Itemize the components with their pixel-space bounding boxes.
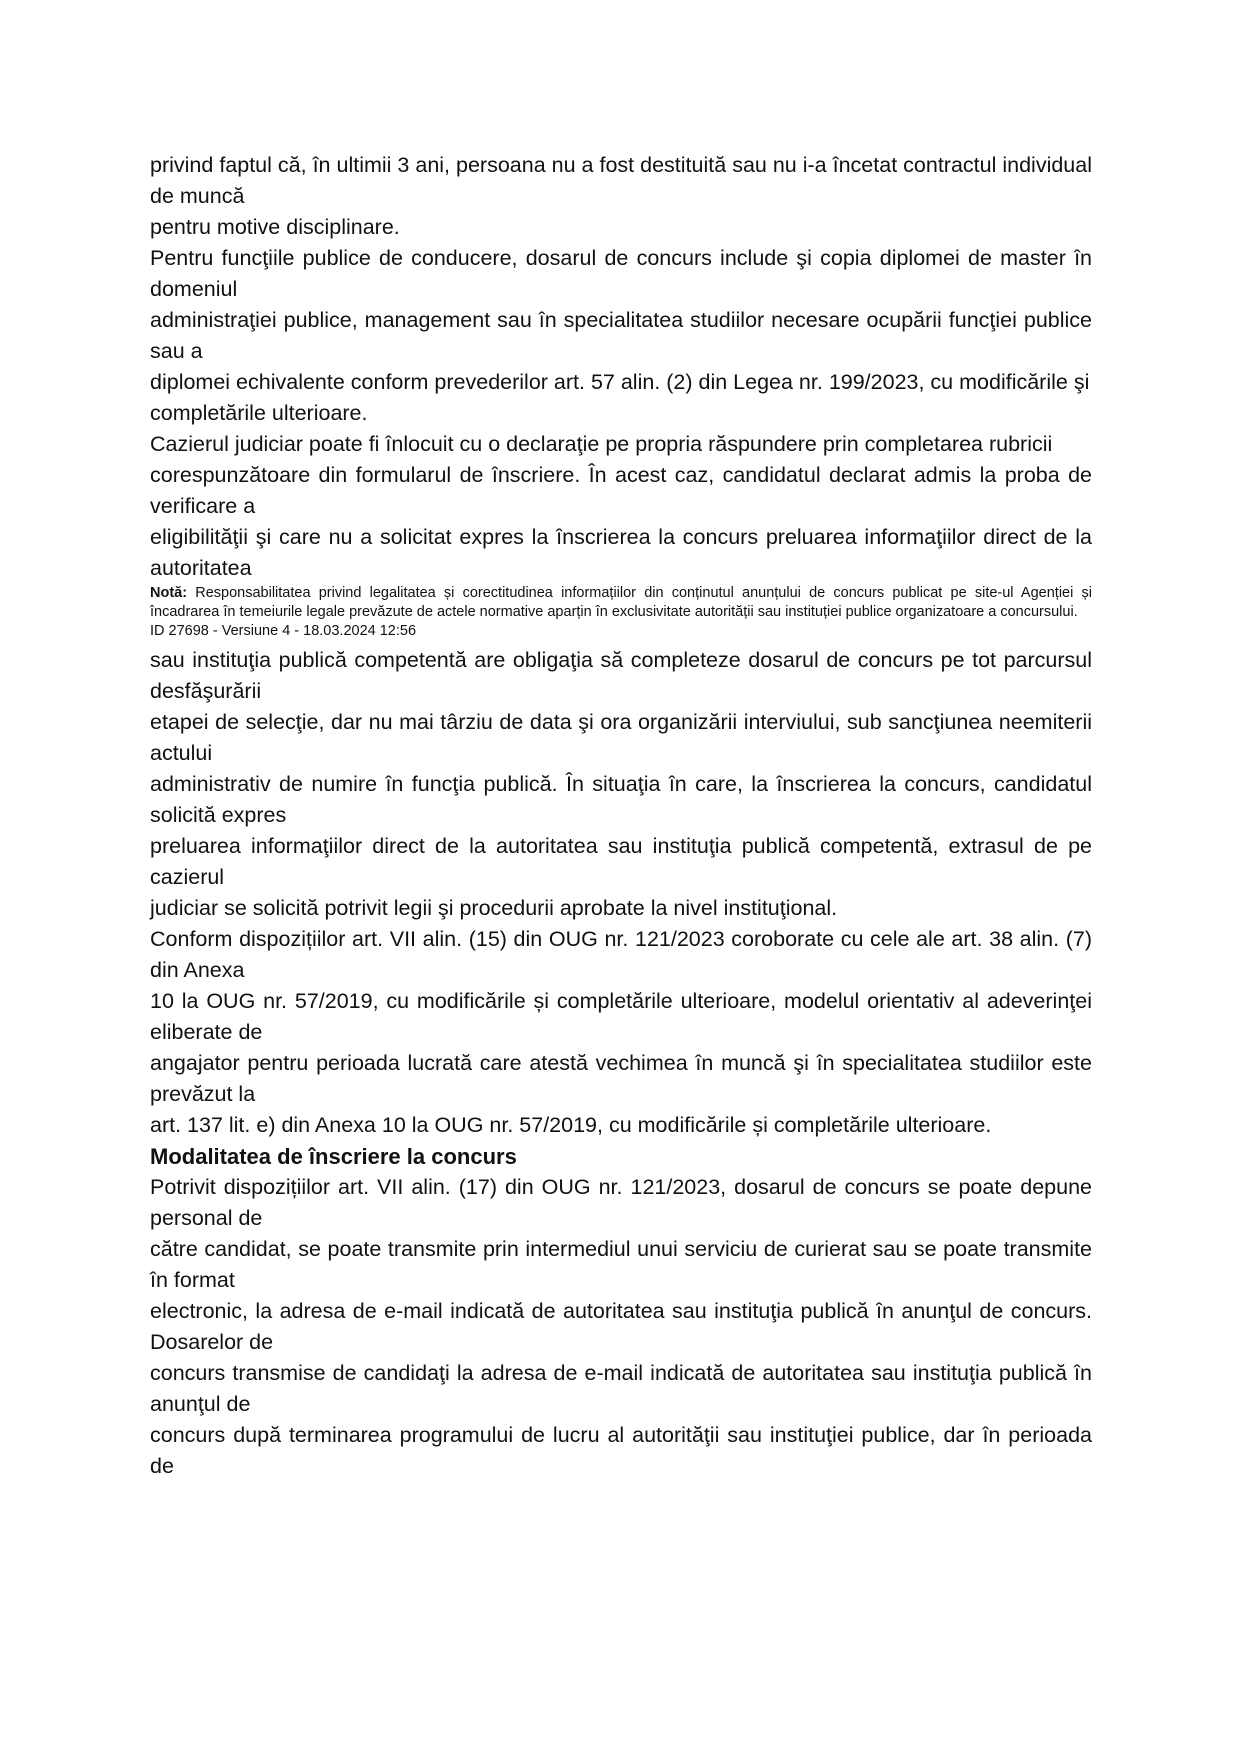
text-line: angajator pentru perioada lucrată care atestă vechimea în muncă şi în specialitatea studiilor este prevăzut la	[150, 1051, 1092, 1106]
text-line: 10 la OUG nr. 57/2019, cu modificările și completările ulterioare, modelul orientativ al adeverinţei eliberate de	[150, 989, 1092, 1044]
text-line: corespunzătoare din formularul de înscriere. În acest caz, candidatul declarat admis la proba de verificare a	[150, 463, 1092, 518]
paragraph-master-diploma	[150, 243, 1092, 429]
text-line: concurs după terminarea programului de lucru al autorităţii sau instituţiei publice, dar în perioada de	[150, 1423, 1092, 1478]
paragraph-completion	[150, 645, 1092, 924]
text-line: administraţiei publice, management sau în specialitatea studiilor necesare ocupării funcţiei publice sau a	[150, 308, 1092, 363]
text-line: completările ulterioare.	[150, 401, 368, 425]
text-line: eligibilităţii şi care nu a solicitat expres la înscrierea la concurs preluarea informaţiilor direct de la autoritatea	[150, 525, 1092, 580]
text-line: judiciar se solicită potrivit legii şi procedurii aprobate la nivel instituţional.	[150, 896, 838, 920]
text-line: art. 137 lit. e) din Anexa 10 la OUG nr. 57/2019, cu modificările și completările ulterioare.	[150, 1113, 992, 1137]
text-line: diplomei echivalente conform prevederilor art. 57 alin. (2) din Legea nr. 199/2023, cu modificările şi	[150, 370, 1090, 394]
text-line: concurs transmise de candidaţi la adresa de e-mail indicată de autoritatea sau instituţia publică în anunţul de	[150, 1361, 1092, 1416]
text-line: Potrivit dispozițiilor art. VII alin. (17) din OUG nr. 121/2023, dosarul de concurs se poate depune personal de	[150, 1175, 1092, 1230]
paragraph-certificate-model	[150, 924, 1092, 1141]
text-line: pentru motive disciplinare.	[150, 215, 400, 239]
text-line: către candidat, se poate transmite prin intermediul unui serviciu de curierat sau se poate transmite în format	[150, 1237, 1092, 1292]
text-line: electronic, la adresa de e-mail indicată de autoritatea sau instituţia publică în anunţul de concurs. Dosarelor de	[150, 1299, 1092, 1354]
text-line: privind faptul că, în ultimii 3 ani, persoana nu a fost destituită sau nu i-a încetat contractul individual de muncă	[150, 153, 1092, 208]
paragraph-registration	[150, 1172, 1092, 1482]
note-text: în temeiurile legale prevăzute de actele normative aparțin în exclusivitate autorității sau instituției publice organizatoare a concursului.	[223, 604, 1078, 620]
text-line: Cazierul judiciar poate fi înlocuit cu o declaraţie pe propria răspundere prin completarea rubricii	[150, 432, 1053, 456]
document-page	[150, 150, 1092, 1482]
document-version: ID 27698 - Versiune 4 - 18.03.2024 12:56	[150, 623, 417, 639]
paragraph-criminal-record	[150, 429, 1092, 584]
text-line: administrativ de numire în funcţia publică. În situaţia în care, la înscrierea la concurs, candidatul solicită expres	[150, 772, 1092, 827]
page-footer-note	[150, 584, 1092, 622]
section-heading-registration: Modalitatea de înscriere la concurs	[150, 1144, 517, 1169]
text-line: sau instituţia publică competentă are obligaţia să completeze dosarul de concurs pe tot parcursul desfăşurării	[150, 648, 1092, 703]
note-text: Responsabilitatea privind legalitatea și corectitudinea informațiilor din conținutul anunțului de concurs publicat pe site-ul Agenției și încadrarea	[150, 585, 1092, 620]
text-line: etapei de selecţie, dar nu mai târziu de data şi ora organizării interviului, sub sancţiunea neemiterii actului	[150, 710, 1092, 765]
paragraph-destitution	[150, 150, 1092, 243]
note-label: Notă:	[150, 585, 188, 601]
text-line: Pentru funcţiile publice de conducere, dosarul de concurs include şi copia diplomei de master în domeniul	[150, 246, 1092, 301]
text-line: preluarea informaţiilor direct de la autoritatea sau instituţia publică competentă, extrasul de pe cazierul	[150, 834, 1092, 889]
text-line: Conform dispozițiilor art. VII alin. (15) din OUG nr. 121/2023 coroborate cu cele ale art. 38 alin. (7) din Anexa	[150, 927, 1092, 982]
